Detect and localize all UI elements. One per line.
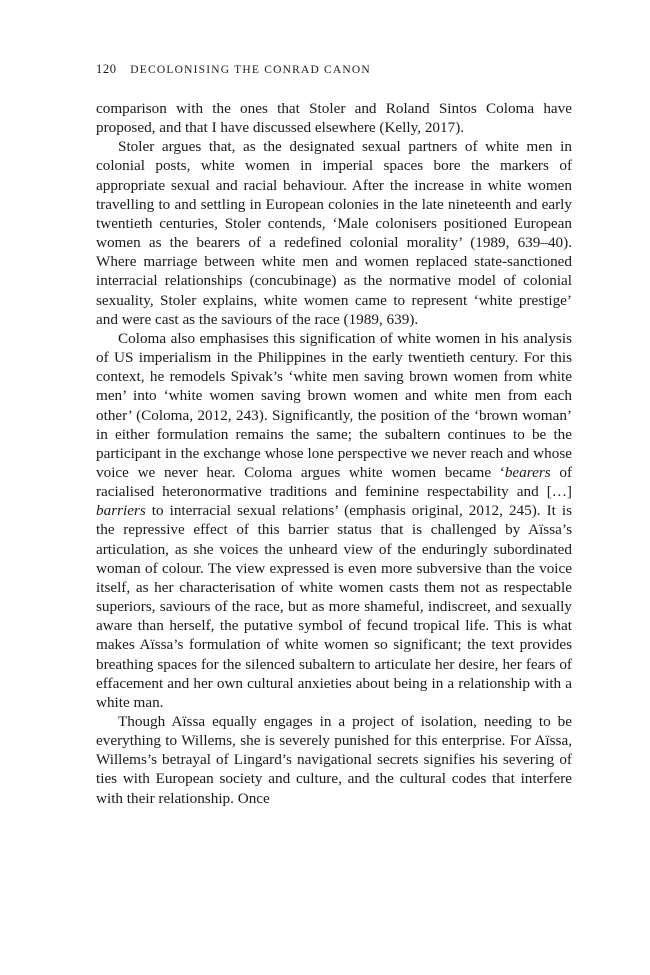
text-run: Though Aïssa equally engages in a project of isolation, needing to be everything to Willems, she is severely punished for this enterprise. For Aïssa, Willems’s betrayal of Lingard’s navigational secrets signifies his severing of ties with European society and culture, and the cultural codes that interfere with their relationship. Once: [96, 713, 572, 807]
paragraph-4: [96, 712, 572, 808]
paragraph-2: [96, 137, 572, 329]
paragraph-3: [96, 329, 572, 712]
running-head: [96, 62, 572, 77]
paragraph-1: [96, 99, 572, 137]
italic-text-run: bearers: [504, 463, 551, 481]
book-page: [96, 62, 572, 808]
text-run: to interracial sexual relations’ (emphasis original, 2012, 245). It is the repressive effect of this barrier status that is challenged by Aïssa’s articulation, as she voices the unheard view of the enduringly subordinated woman of colour. The view expressed is even more subversive than the voice itself, as her characterisation of white women casts them not as respectable superiors, saviours of the race, but as more shameful, indiscreet, and sexually aware than herself, the putative symbol of fecund tropical life. This is what makes Aïssa’s formulation of white women so significant; the text provides breathing spaces for the silenced subaltern to articulate her desire, her fears of effacement and her own cultural anxieties about being in a relationship with a white man.: [96, 502, 572, 711]
text-run: of racialised heteronormative traditions and feminine respectability and […]: [96, 463, 572, 501]
running-title: DECOLONISING THE CONRAD CANON: [130, 64, 371, 76]
text-run: Coloma also emphasises this signification of white women in his analysis of US imperialism in the Philippines in the early twentieth century. For this context, he remodels Spivak’s ‘white men saving brown women from white men’ into ‘white women saving brown women and white men from each other’ (Coloma, 2012, 243). Significantly, the position of the ‘brown woman’ in either formulation remains the same; the subaltern continues to be the participant in the exchange whose lone perspective we never reach and whose voice we never hear. Coloma argues white women became ‘: [96, 329, 572, 481]
text-run: comparison with the ones that Stoler and Roland Sintos Coloma have proposed, and that I have discussed elsewhere (Kelly, 2017).: [96, 100, 572, 137]
page-number: 120: [96, 62, 117, 76]
italic-text-run: barriers: [96, 502, 146, 520]
text-run: Stoler argues that, as the designated sexual partners of white men in colonial posts, white women in imperial spaces bore the markers of appropriate sexual and racial behaviour. After the increase in white women travelling to and settling in European colonies in the late nineteenth and early twentieth centuries, Stoler contends, ‘Male colonisers positioned European women as the bearers of a redefined colonial morality’ (1989, 639–40). Where marriage between white men and women replaced state-sanctioned interracial relationships (concubinage) as the normative model of colonial sexuality, Stoler explains, white women came to represent ‘white prestige’ and were cast as the saviours of the race (1989, 639).: [96, 138, 572, 328]
body-text: [96, 99, 572, 808]
